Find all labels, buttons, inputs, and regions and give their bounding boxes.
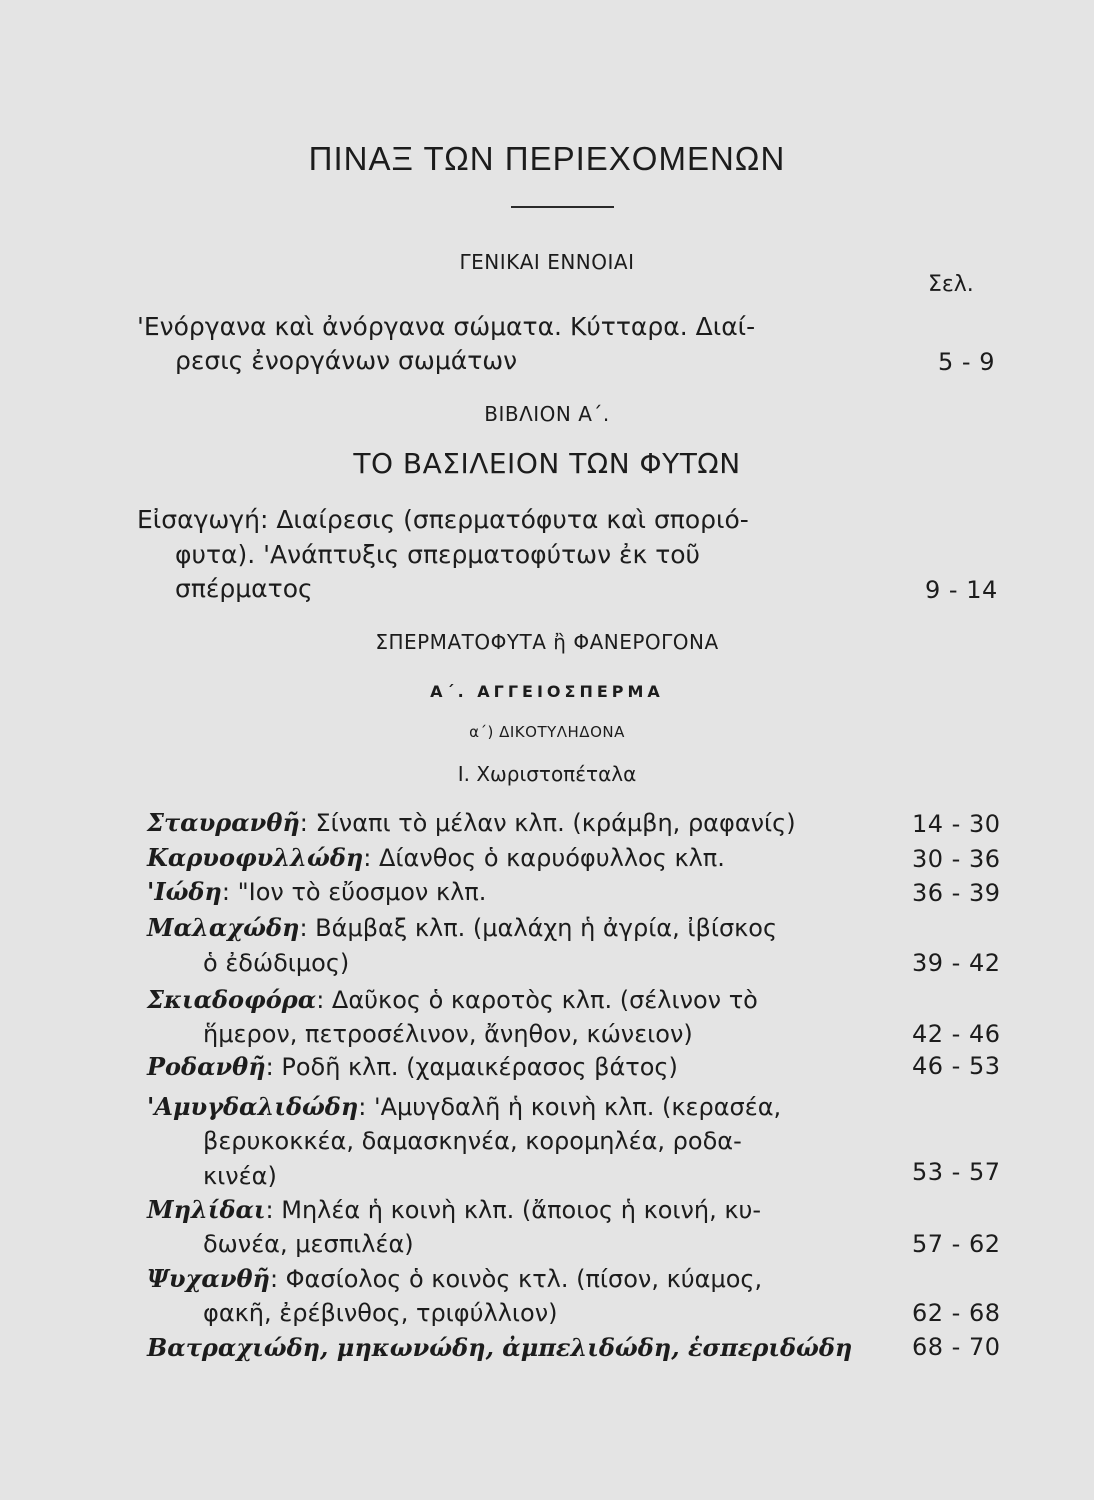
subclass-heading: Ι. Χωριστοπέταλα	[457, 762, 637, 786]
intro-line-1: Εἰσαγωγή: Διαίρεσις (σπερματόφυτα καὶ σποριό-	[137, 505, 749, 534]
entry-pages: 36 - 39	[912, 879, 1001, 907]
entry-pages: 68 - 70	[912, 1333, 1001, 1361]
entry-pages: 57 - 62	[912, 1230, 1001, 1258]
page-title: ΠΙΝΑΞ ΤΩΝ ΠΕΡΙΕΧΟΜΕΝΩΝ	[308, 140, 786, 177]
entry-row	[147, 1264, 762, 1293]
intro-line-2: φυτα). 'Ανάπτυξις σπερματοφύτων ἐκ τοῦ	[175, 540, 701, 569]
entry-pages: 46 - 53	[912, 1052, 1001, 1080]
entry-row	[147, 877, 486, 906]
entry-term: Μαλαχώδη	[147, 913, 300, 942]
entry-desc: : Δίανθος ὁ καρυόφυλλος κλπ.	[363, 844, 725, 872]
entry-pages: 14 - 30	[912, 810, 1001, 838]
entry-desc-continued: ἥμερον, πετροσέλινον, ἄνηθον, κώνειον)	[203, 1020, 693, 1048]
entry-desc-continued: δωνέα, μεσπιλέα)	[203, 1230, 414, 1258]
general-line-2: ρεσις ἐνοργάνων σωμάτων	[175, 346, 518, 375]
class-heading: α΄) ΔΙΚΟΤΥΛΗΔΟΝΑ	[469, 723, 625, 741]
entry-pages: 30 - 36	[912, 845, 1001, 873]
entry-desc: : "Ιον τὸ εὔοσμον κλπ.	[221, 878, 487, 906]
entry-desc-continued: φακῆ, ἐρέβινθος, τριφύλλιον)	[203, 1299, 558, 1327]
entry-row	[147, 1333, 852, 1362]
entry-desc-continued: βερυκοκκέα, δαμασκηνέα, κορομηλέα, ροδα-	[203, 1127, 742, 1155]
general-heading: ΓΕΝΙΚΑΙ ΕΝΝΟΙΑΙ	[459, 250, 635, 274]
intro-pages: 9 - 14	[925, 576, 998, 604]
intro-line-3: σπέρματος	[175, 574, 313, 603]
entry-term: 'Αμυγδαλιδώδη	[147, 1092, 359, 1121]
entry-term: Ροδανθῆ	[147, 1052, 266, 1081]
entry-pages: 62 - 68	[912, 1299, 1001, 1327]
entry-row	[147, 1052, 678, 1081]
entry-row	[147, 843, 725, 872]
entry-term: Βατραχιώδη, μηκωνώδη, ἀμπελιδώδη, ἑσπεριδώδη	[147, 1333, 853, 1362]
entry-desc-continued: ὁ ἐδώδιμος)	[203, 949, 350, 977]
entry-term: Σταυρανθῆ	[147, 808, 300, 837]
entry-row	[147, 1195, 761, 1224]
page-column-label: Σελ.	[928, 272, 974, 297]
entry-term: 'Ιώδη	[147, 877, 222, 906]
entry-desc: : Φασίολος ὁ κοινὸς κτλ. (πίσον, κύαμος,	[269, 1265, 763, 1293]
entry-desc: : Βάμβαξ κλπ. (μαλάχη ἡ ἀγρία, ἰβίσκος	[299, 914, 778, 942]
title-divider	[511, 206, 614, 208]
entry-pages: 53 - 57	[912, 1158, 1001, 1186]
entry-desc: : 'Αμυγδαλῆ ἡ κοινὴ κλπ. (κερασέα,	[358, 1093, 782, 1121]
division-heading: ΣΠΕΡΜΑΤΟΦΥΤΑ ἢ ΦΑΝΕΡΟΓΟΝΑ	[375, 630, 719, 654]
entry-desc-continued: κινέα)	[203, 1162, 277, 1190]
general-pages: 5 - 9	[938, 348, 995, 376]
entry-desc: : Σίναπι τὸ μέλαν κλπ. (κράμβη, ραφανίς)	[299, 809, 796, 837]
entry-pages: 39 - 42	[912, 949, 1001, 977]
entry-term: Καρυοφυλλώδη	[147, 843, 364, 872]
entry-term: Ψυχανθῆ	[147, 1264, 270, 1293]
entry-pages: 42 - 46	[912, 1020, 1001, 1048]
book-label: ΒΙΒΛΙΟΝ Α΄.	[484, 402, 610, 426]
entry-row	[147, 913, 777, 942]
entry-term: Σκιαδοφόρα	[147, 985, 317, 1014]
entry-term: Μηλίδαι	[147, 1195, 266, 1224]
entry-desc: : Δαῦκος ὁ καροτὸς κλπ. (σέλινον τὸ	[316, 986, 758, 1014]
entry-desc: : Ροδῆ κλπ. (χαμαικέρασος βάτος)	[265, 1053, 678, 1081]
entry-desc: : Μηλέα ἡ κοινὴ κλπ. (ἄποιος ἡ κοινή, κυ-	[265, 1196, 762, 1224]
entry-row	[147, 985, 758, 1014]
subdivision-heading: Α΄. ΑΓΓΕΙΟΣΠΕΡΜΑ	[430, 682, 664, 701]
book-title: ΤΟ ΒΑΣΙΛΕΙΟΝ ΤΩΝ ΦΥΤΩΝ	[353, 447, 741, 480]
general-line-1: 'Ενόργανα καὶ ἀνόργανα σώματα. Κύτταρα. Διαί-	[137, 312, 756, 341]
entry-row	[147, 808, 796, 837]
entry-row	[147, 1092, 781, 1121]
